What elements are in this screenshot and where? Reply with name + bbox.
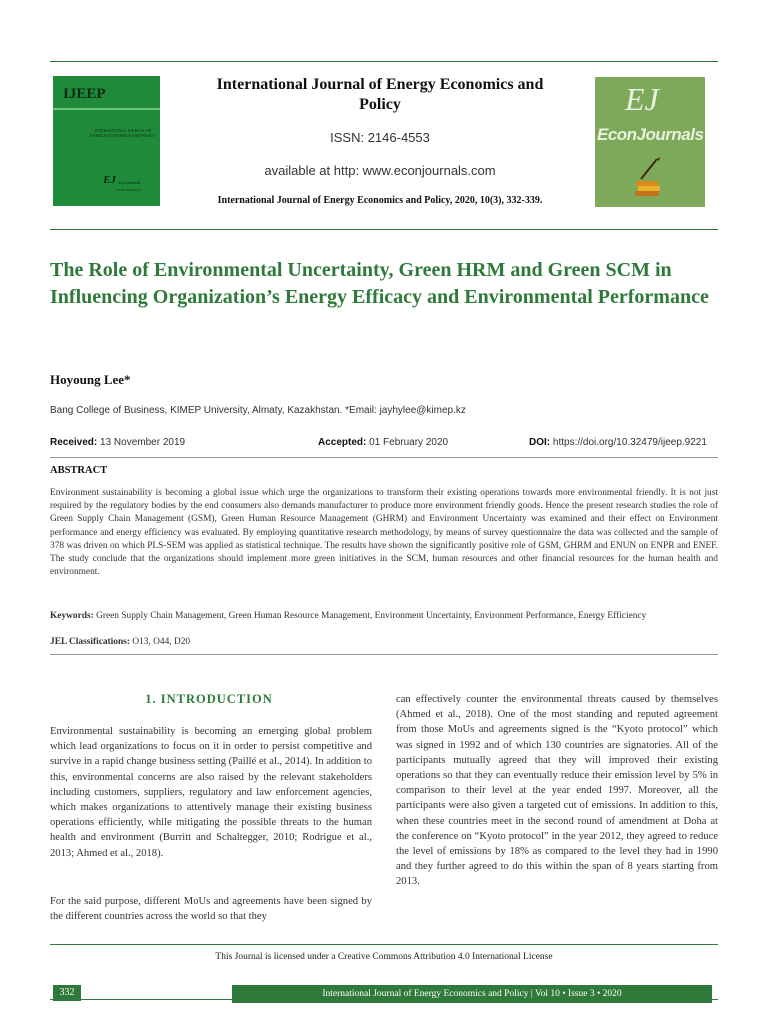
econjournals-wordmark: EconJournals	[597, 125, 704, 144]
top-rule	[50, 61, 718, 62]
accepted-date	[318, 437, 448, 448]
received-date	[50, 437, 185, 448]
books-icon	[633, 157, 663, 197]
keywords-value: Green Supply Chain Management, Green Human Resource Management, Environment Uncertainty, Environment Performance, Energy Efficiency	[96, 611, 647, 621]
abstract-top-rule	[50, 457, 718, 458]
article-author: Hoyoung Lee*	[50, 372, 131, 387]
received-value: 13 November 2019	[100, 437, 186, 448]
abstract-text: Environment sustainability is becoming a global issue which urge the organizations to transform their existing operations towards more environmental friendly. It is not just required by the regulatory bodies by the end consumers also demands manufacturer to produce more environment friendly goods. Hence the present research studies the role of Green Supply Chain Management (GSM), Green Human Resource Management (GHRM) and Environment Uncertainty was examined and their effect on Environment performance and energy efficiency was evaluated. By employing quantitative research methodology, by means of survey questionnaire the data was collected and the sample of 378 was driven on which PLS-SEM was applied as statistical technique. The results have shown the significantly positive role of GSM, GHRM and ENUN on ENPR and ENEF. The study conclude that the organizations should implement more green initiatives in the SCM, human resources and other financial resources for the human health and environment.	[50, 488, 718, 578]
journal-issn: ISSN: 2146-4553	[330, 130, 430, 145]
abstract-heading: ABSTRACT	[50, 465, 108, 476]
keywords-label: Keywords:	[50, 611, 94, 621]
ej-logo-mark: EJ	[625, 81, 659, 117]
doi-label: DOI:	[529, 437, 551, 448]
page-number: 332	[53, 985, 81, 1001]
intro-paragraph-3: can effectively counter the environmental threats caused by themselves (Ahmed et al., 2018). One of the most standing and reputed agreement from those MoUs and agreements signed is the “Kyoto protocol” which was signed in 1992 and of which 130 countries are signatories. All of the participants mutually agreed that they will improved their existing operations so that they can eventually reduce their emission level by 5% in comparison to their level at the year ended 1997. Moreover, all the participants were also given a targeted cut of emissions. In addition to this, when these countries meet in the second round of amendment at Doha at the conference on “Kyoto protocol” in the year 2012, they agreed to reduce the level of emissions by 18% as compared to the level they had in 1990 and they further agreed to do this within the span of 8 years starting from 2013.	[396, 694, 718, 888]
jel-label: JEL Classifications:	[50, 637, 130, 647]
footer-line-right	[712, 999, 718, 1000]
accepted-label: Accepted:	[318, 437, 367, 448]
cover-logo-sub: EconJournals	[119, 180, 141, 185]
footer-journal-info: International Journal of Energy Economics and Policy | Vol 10 • Issue 3 • 2020	[232, 985, 712, 1003]
article-citation: International Journal of Energy Economics and Policy, 2020, 10(3), 332-339.	[217, 195, 543, 206]
cover-logo: EJ	[103, 174, 116, 186]
license-notice[interactable]: This Journal is licensed under a Creative Commons Attribution 4.0 International License	[215, 952, 553, 962]
econjournals-logo	[595, 77, 705, 207]
intro-paragraph-2: For the said purpose, different MoUs and agreements have been signed by the different countries across the world so that they	[50, 896, 372, 923]
abstract-bottom-rule	[50, 654, 718, 655]
doi-link[interactable]: https://doi.org/10.32479/ijeep.9221	[552, 437, 707, 448]
section-heading-introduction: 1. INTRODUCTION	[145, 692, 273, 706]
journal-cover-image	[53, 76, 160, 206]
cover-divider	[53, 108, 160, 110]
cover-title: IJEEP	[63, 86, 106, 102]
cover-subtitle: INTERNATIONAL JOURNAL OF ENERGY ECONOMICS AND POLICY	[90, 128, 156, 138]
header-bottom-rule	[50, 229, 718, 230]
jel-value: O13, O44, D20	[132, 637, 191, 647]
footer-rule	[50, 944, 718, 945]
jel-classifications	[50, 637, 190, 647]
accepted-value: 01 February 2020	[369, 437, 449, 448]
article-title: The Role of Environmental Uncertainty, Green HRM and Green SCM in Influencing Organization’s Energy Efficacy and Environmental Performance	[50, 259, 709, 308]
intro-paragraph-1: Environmental sustainability is becoming an emerging global problem which lead organizations to focus on it in order to persist competitive and survive in a rapid change business setting (Paillé et al., 2014). In addition to this, environmental concerns are also raised by the relevant stakeholders including customers, suppliers, regulatory and law enforcement agencies, which makes organizations to attentively manage their existing business operations efficiently, while mitigating the possible threats to the human health and environment (Burritt and Schaltegger, 2010; Rodrigue et al., 2013; Ahmed et al., 2018).	[50, 726, 372, 859]
keywords	[50, 610, 718, 623]
cover-issn: ISSN: 2146-4553	[117, 188, 142, 192]
footer-line-left	[50, 999, 232, 1000]
received-label: Received:	[50, 437, 98, 448]
journal-website[interactable]: available at http: www.econjournals.com	[264, 163, 496, 178]
author-affiliation: Bang College of Business, KIMEP University, Almaty, Kazakhstan. *Email: jayhylee@kimep.kz	[50, 405, 466, 416]
journal-title: International Journal of Energy Economics and Policy	[216, 76, 544, 113]
doi	[529, 437, 707, 448]
